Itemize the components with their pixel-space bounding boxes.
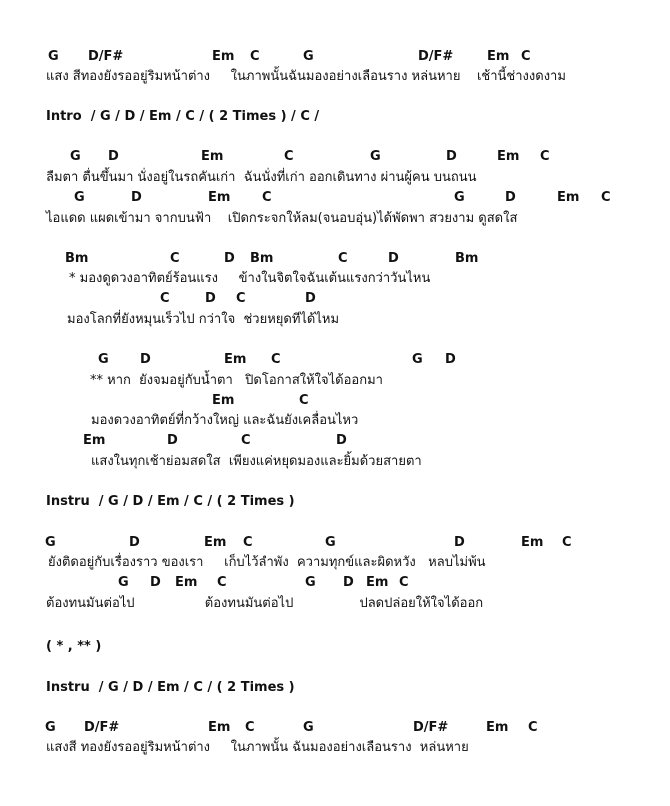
chord: D xyxy=(445,352,456,367)
chord: G xyxy=(74,190,85,205)
verse2-line1-lyric: ลืมตา ตื่นขึ้นมา นั่งอยู่ในรถคันเก่า ฉันนั่งที่เก่า ออกเดินทาง ผ่านผู้คน บนถนน xyxy=(46,170,477,185)
outro-chords xyxy=(0,721,670,736)
chord: C xyxy=(601,190,611,205)
repeat-marker: ( * , ** ) xyxy=(46,639,102,654)
chord: G xyxy=(45,720,56,735)
chord: Em xyxy=(208,720,231,735)
chord: C xyxy=(528,720,538,735)
chord: C xyxy=(243,535,253,550)
prechorus-line1-chords xyxy=(0,252,670,267)
chord: Em xyxy=(83,433,106,448)
chord: D xyxy=(205,291,216,306)
chord: G xyxy=(98,352,109,367)
chord: C xyxy=(271,352,281,367)
outro-lyric: แสงสี ทองยังรออยู่ริมหน้าต่าง ในภาพนั้น ฉันมองอย่างเลือนราง หล่นหาย xyxy=(46,740,469,755)
verse2-line2-chords xyxy=(0,191,670,206)
chord: C xyxy=(540,149,550,164)
chord: C xyxy=(250,49,260,64)
chord: Em xyxy=(487,49,510,64)
bridge-line2-lyric: ต้องทนมันต่อไป ต้องทนมันต่อไป ปลดปล่อยให้ใจได้ออก xyxy=(46,596,484,611)
chord: C xyxy=(338,251,348,266)
bridge-line2-chords xyxy=(0,576,670,591)
chorus-line2-chords xyxy=(0,394,670,409)
chord: Em xyxy=(486,720,509,735)
chord: C xyxy=(170,251,180,266)
chord: G xyxy=(370,149,381,164)
chord: G xyxy=(412,352,423,367)
prechorus-line2-lyric: มองโลกที่ยังหมุนเร็วไป กว่าใจ ช่วยหยุดทีได้ไหม xyxy=(67,312,340,327)
chord: Em xyxy=(557,190,580,205)
chord: Em xyxy=(201,149,224,164)
chord: D xyxy=(224,251,235,266)
chord: C xyxy=(160,291,170,306)
chord: Bm xyxy=(250,251,274,266)
chord: D xyxy=(446,149,457,164)
chord: C xyxy=(284,149,294,164)
chord: D xyxy=(140,352,151,367)
chord: Em xyxy=(212,393,235,408)
chord: D xyxy=(305,291,316,306)
chord: C xyxy=(217,575,227,590)
chord: C xyxy=(236,291,246,306)
chord: C xyxy=(299,393,309,408)
chord: D/F# xyxy=(413,720,449,735)
chord: G xyxy=(325,535,336,550)
chord: G xyxy=(303,49,314,64)
chord: Em xyxy=(521,535,544,550)
chord: C xyxy=(241,433,251,448)
chord: D xyxy=(150,575,161,590)
chord: Em xyxy=(366,575,389,590)
prechorus-line1-lyric: * มองดูดวงอาทิตย์ร้อนแรง ข้างในจิตใจฉันเต้นแรงกว่าวันไหน xyxy=(69,271,431,286)
chord: D/F# xyxy=(84,720,120,735)
chord: D xyxy=(343,575,354,590)
chord: C xyxy=(521,49,531,64)
verse1-lyric: แสง สีทองยังรออยู่ริมหน้าต่าง ในภาพนั้นฉันมองอย่างเลือนราง หล่นหาย เช้านี้ช่างงดงาม xyxy=(46,69,566,84)
instru2-line: Instru / G / D / Em / C / ( 2 Times ) xyxy=(46,680,295,695)
chord: Em xyxy=(204,535,227,550)
chord: D xyxy=(454,535,465,550)
chord: Em xyxy=(497,149,520,164)
verse2-line2-lyric: ไอแดด แผดเข้ามา จากบนฟ้า เปิดกระจกให้ลม(จนอบอุ่น)ได้พัดพา สวยงาม ดูสดใส xyxy=(46,211,518,226)
chord: D xyxy=(388,251,399,266)
chord: G xyxy=(454,190,465,205)
chord: Bm xyxy=(455,251,479,266)
chorus-line3-lyric: แสงในทุกเช้าย่อมสดใส เพียงแค่หยุดมองและยิ้มด้วยสายตา xyxy=(91,454,422,469)
verse2-line1-chords xyxy=(0,150,670,165)
chord: Em xyxy=(208,190,231,205)
chord: Bm xyxy=(65,251,89,266)
chord: C xyxy=(245,720,255,735)
chord: D xyxy=(167,433,178,448)
chord: G xyxy=(303,720,314,735)
chord: D/F# xyxy=(88,49,124,64)
chorus-line1-lyric: ** หาก ยังจมอยู่กับน้ำตา ปิดโอกาสให้ใจได้ออกมา xyxy=(90,373,383,388)
chord: D xyxy=(505,190,516,205)
chord: D xyxy=(336,433,347,448)
chord: C xyxy=(399,575,409,590)
chord: G xyxy=(70,149,81,164)
chord: D xyxy=(108,149,119,164)
bridge-line1-chords xyxy=(0,536,670,551)
chorus-line2-lyric: มองดวงอาทิตย์ที่กว้างใหญ่ และฉันยังเคลื่อนไหว xyxy=(91,413,359,428)
chorus-line1-chords xyxy=(0,353,670,368)
chord: G xyxy=(118,575,129,590)
instru1-line: Instru / G / D / Em / C / ( 2 Times ) xyxy=(46,494,295,509)
chord: G xyxy=(305,575,316,590)
bridge-line1-lyric: ยังติดอยู่กับเรื่องราว ของเรา เก็บไว้ลำพัง ความทุกข์และผิดหวัง หลบไม่พ้น xyxy=(48,555,486,570)
chord: C xyxy=(562,535,572,550)
chord: D xyxy=(131,190,142,205)
verse1-chords xyxy=(0,50,670,65)
chord: C xyxy=(262,190,272,205)
intro-line: Intro / G / D / Em / C / ( 2 Times ) / C / xyxy=(46,109,320,124)
chord: Em xyxy=(175,575,198,590)
chord: Em xyxy=(212,49,235,64)
chord: G xyxy=(45,535,56,550)
chord: G xyxy=(48,49,59,64)
prechorus-line2-chords xyxy=(0,292,670,307)
chord: D/F# xyxy=(418,49,454,64)
chord: Em xyxy=(224,352,247,367)
chorus-line3-chords xyxy=(0,434,670,449)
chord: D xyxy=(129,535,140,550)
